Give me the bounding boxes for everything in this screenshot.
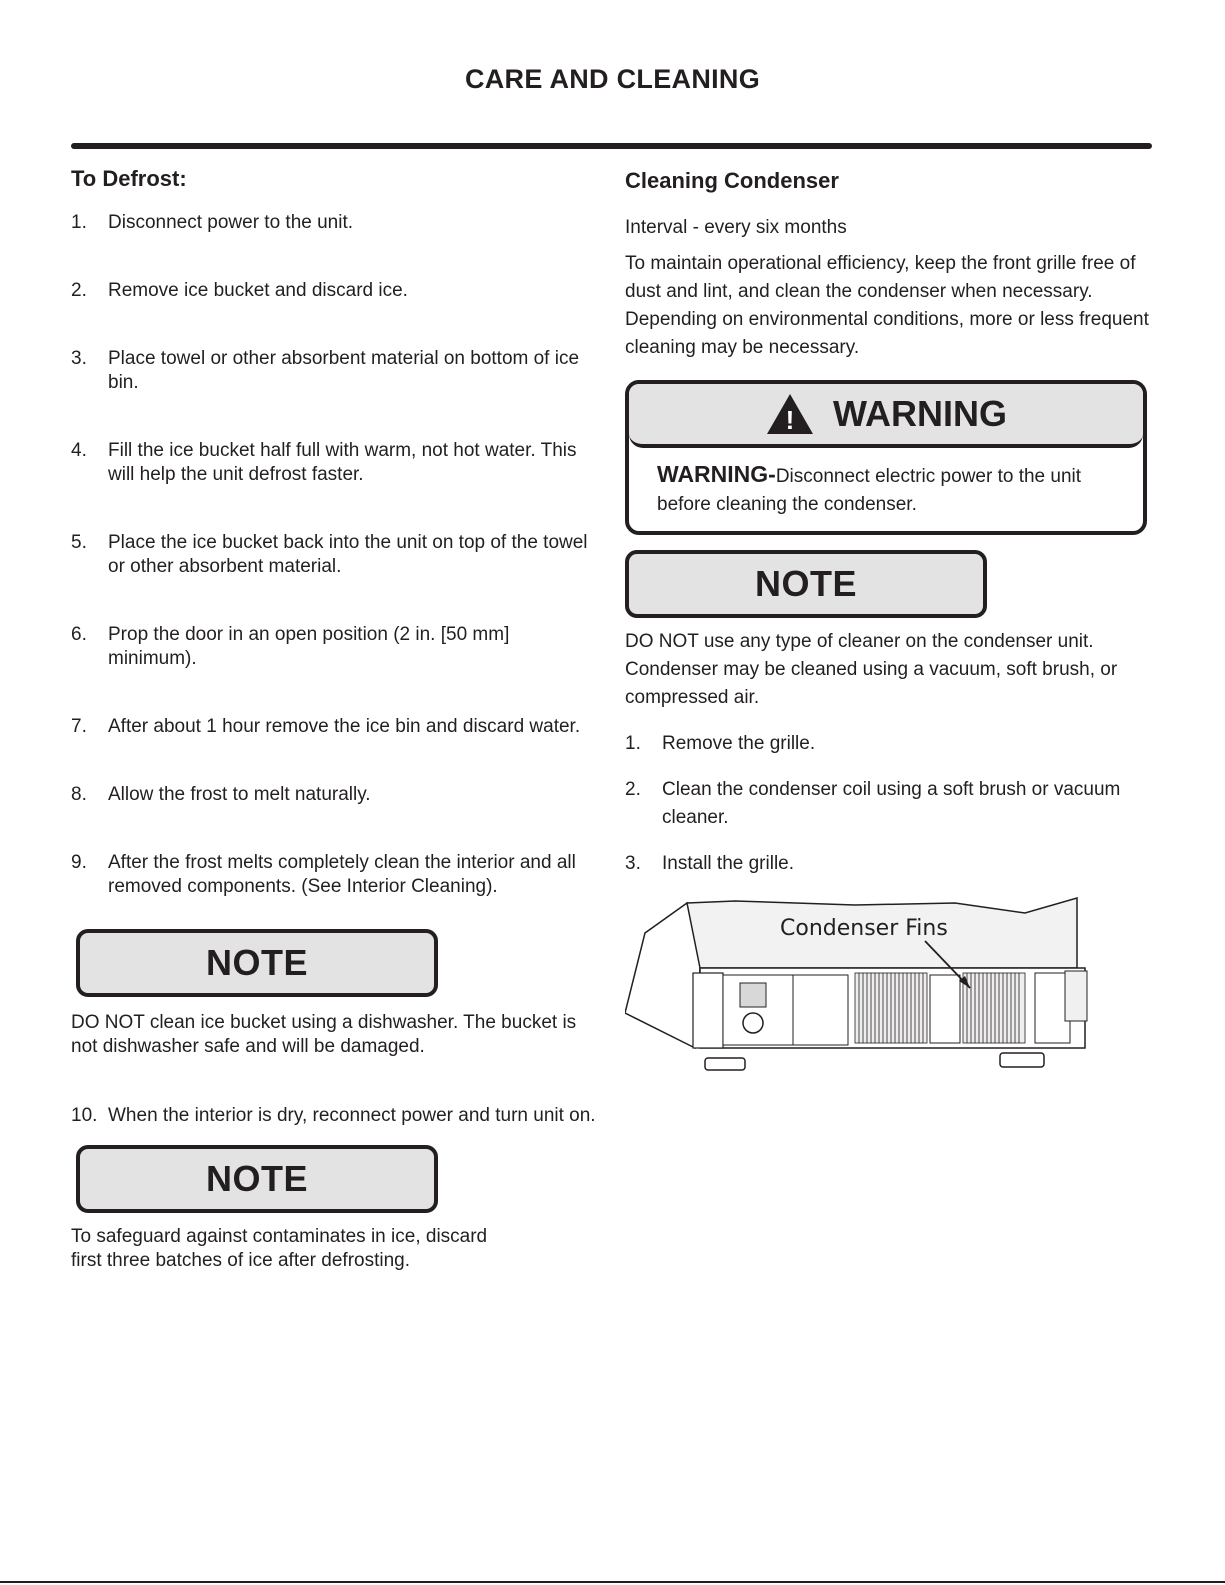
header-divider xyxy=(71,143,1152,149)
step-number: 4. xyxy=(71,440,87,461)
step-number: 9. xyxy=(71,852,87,873)
note-banner: NOTE xyxy=(625,550,987,618)
note-banner: NOTE xyxy=(76,929,438,997)
condenser-fins-left xyxy=(855,973,927,1043)
step-text: Disconnect power to the unit. xyxy=(108,212,354,233)
step-text: Remove the grille. xyxy=(662,733,816,754)
step-number: 2. xyxy=(71,280,87,301)
footer-divider xyxy=(0,1581,1225,1583)
warning-text: Disconnect electric power to the unit before cleaning the condenser. xyxy=(657,466,1082,515)
list-item xyxy=(71,531,596,579)
step-text: Prop the door in an open position (2 in. [50 mm] minimum). xyxy=(108,624,510,669)
step-number: 8. xyxy=(71,784,87,805)
condenser-heading: Cleaning Condenser xyxy=(625,168,839,193)
list-item xyxy=(71,1104,596,1128)
step-number: 7. xyxy=(71,716,87,737)
step-number: 3. xyxy=(71,348,87,369)
step-number: 1. xyxy=(71,212,87,233)
list-item xyxy=(71,715,596,739)
list-item xyxy=(71,623,596,671)
list-item xyxy=(625,850,1165,878)
step-text: Remove ice bucket and discard ice. xyxy=(108,280,408,301)
condenser-fins-right xyxy=(963,973,1025,1043)
intro-paragraph: To maintain operational efficiency, keep the front grille free of dust and lint, and clean the condenser when necessary. Depending on environmental conditions, more or less frequent cleaning may be necessary. xyxy=(625,253,1149,358)
defrost-section xyxy=(71,166,596,1273)
note-text: To safeguard against contaminates in ice, discard first three batches of ice after defrosting. xyxy=(71,1226,488,1271)
step-number: 1. xyxy=(625,733,641,754)
step-text: Fill the ice bucket half full with warm, not hot water. This will help the unit defrost faster. xyxy=(108,440,577,485)
list-item xyxy=(625,776,1165,832)
warning-box xyxy=(625,380,1147,535)
warning-triangle-icon xyxy=(765,392,815,436)
list-item xyxy=(71,347,596,395)
note-banner: NOTE xyxy=(76,1145,438,1213)
condenser-illustration xyxy=(625,893,1095,1083)
list-item xyxy=(625,730,1165,758)
step-number: 3. xyxy=(625,853,641,874)
interval-text: Interval - every six months xyxy=(625,217,847,238)
warning-body xyxy=(629,448,1143,531)
warning-label: WARNING xyxy=(833,393,1007,434)
defrost-final-step xyxy=(71,1104,596,1128)
note-text: DO NOT clean ice bucket using a dishwasher. The bucket is not dishwasher safe and will be damaged. xyxy=(71,1012,577,1057)
step-text: After about 1 hour remove the ice bin and discard water. xyxy=(108,716,581,737)
step-text: Place the ice bucket back into the unit on top of the towel or other absorbent material. xyxy=(108,532,588,577)
condenser-section xyxy=(625,168,1165,896)
step-number: 2. xyxy=(625,779,641,800)
list-item xyxy=(71,783,596,807)
step-text: Place towel or other absorbent material on bottom of ice bin. xyxy=(108,348,580,393)
step-number: 6. xyxy=(71,624,87,645)
step-text: Allow the frost to melt naturally. xyxy=(108,784,371,805)
warning-lead: WARNING- xyxy=(657,461,776,487)
condenser-steps xyxy=(625,730,1165,878)
figure-label: Condenser Fins xyxy=(780,916,948,941)
defrost-steps xyxy=(71,211,596,899)
list-item xyxy=(71,211,596,235)
step-text: When the interior is dry, reconnect power and turn unit on. xyxy=(108,1105,596,1126)
list-item xyxy=(71,439,596,487)
warning-banner xyxy=(629,384,1143,448)
step-number: 5. xyxy=(71,532,87,553)
defrost-heading: To Defrost: xyxy=(71,166,187,191)
step-text: Clean the condenser coil using a soft brush or vacuum cleaner. xyxy=(662,779,1121,828)
page-title: CARE AND CLEANING xyxy=(464,64,761,94)
list-item xyxy=(71,279,596,303)
note-text: DO NOT use any type of cleaner on the condenser unit. Condenser may be cleaned using a vacuum, soft brush, or compressed air. xyxy=(625,631,1118,708)
step-number: 10. xyxy=(71,1105,98,1126)
step-text: After the frost melts completely clean the interior and all removed components. (See Interior Cleaning). xyxy=(108,852,576,897)
list-item xyxy=(71,851,596,899)
step-text: Install the grille. xyxy=(662,853,795,874)
svg-text:!: ! xyxy=(785,405,795,435)
